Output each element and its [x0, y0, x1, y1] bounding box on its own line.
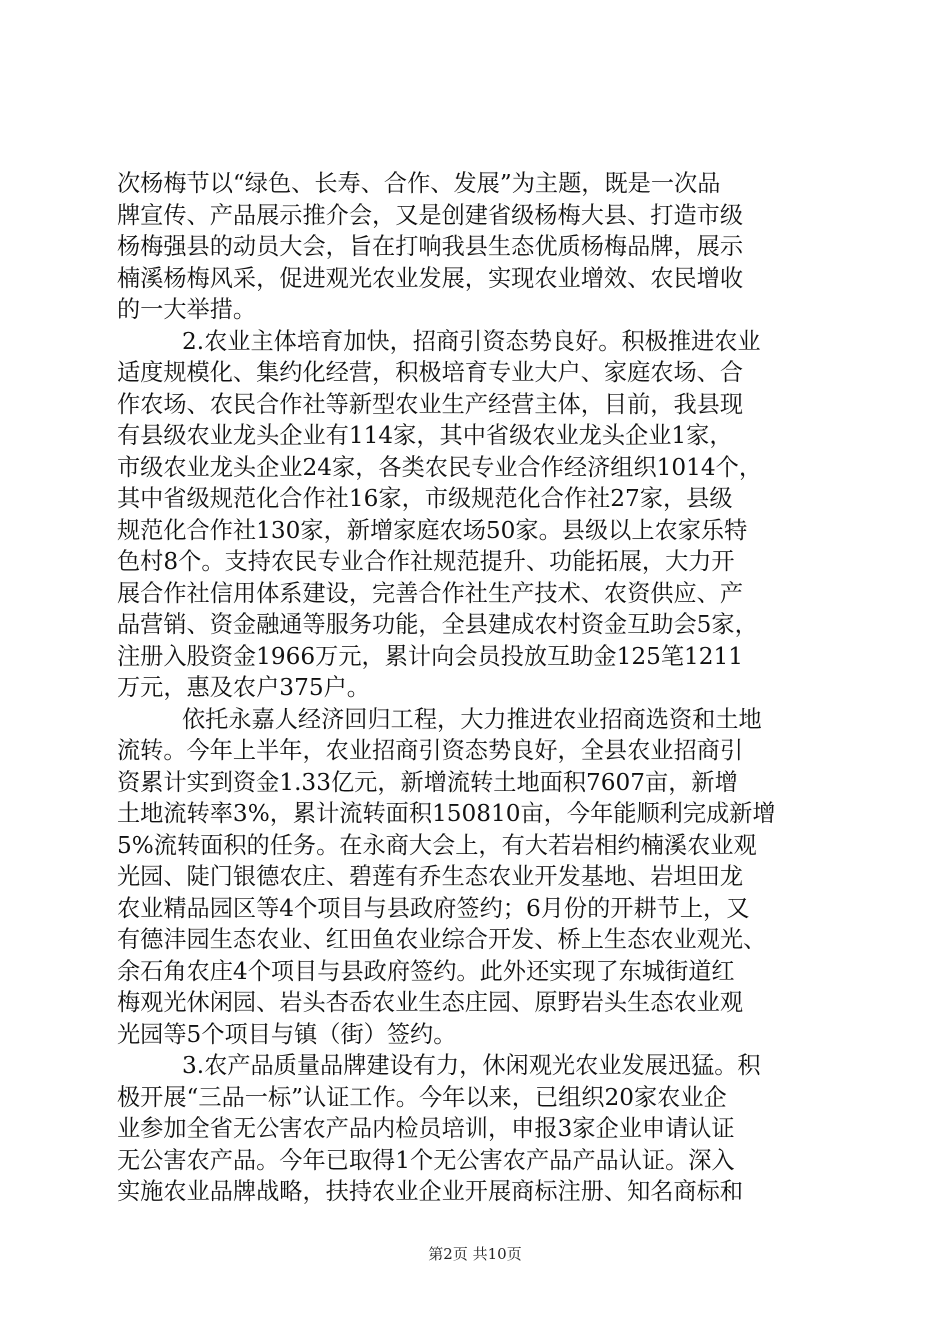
text-line: 流转。今年上半年，农业招商引资态势良好，全县农业招商引 [117, 737, 744, 764]
text-line: 光园等5个项目与镇（街）签约。 [117, 1020, 457, 1048]
text-line: 万元，惠及农户375户。 [117, 674, 370, 701]
text-line: 色村8个。支持农民专业合作社规范提升、功能拓展，大力开 [117, 548, 735, 575]
text-line: 无公害农产品。今年已取得1个无公害农产品产品认证。深入 [117, 1146, 735, 1174]
paragraph-heading-2: 2.农业主体培育加快，招商引资态势良好。积极推进农业 [182, 327, 761, 355]
body-text [117, 168, 837, 1208]
text-line: 注册入股资金1966万元，累计向会员投放互助金125笔1211 [117, 642, 744, 670]
paragraph-heading-3: 3.农产品质量品牌建设有力，休闲观光农业发展迅猛。积 [182, 1052, 761, 1079]
text-line: 资累计实到资金1.33亿元，新增流转土地面积7607亩，新增 [117, 768, 738, 796]
text-line: 业参加全省无公害农产品内检员培训，申报3家企业申请认证 [117, 1115, 735, 1142]
text-line: 作农场、农民合作社等新型农业生产经营主体，目前，我县现 [117, 390, 744, 418]
text-line: 其中省级规范化合作社16家，市级规范化合作社27家，县级 [117, 485, 733, 512]
page-number-footer: 第2页 共10页 [428, 1245, 522, 1263]
text-line: 次杨梅节以“绿色、长寿、合作、发展”为主题，既是一次品 [117, 170, 721, 197]
text-line: 的一大举措。 [117, 296, 257, 323]
text-line: 梅观光休闲园、岩头杏岙农业生态庄园、原野岩头生态农业观 [117, 989, 744, 1016]
text-line: 展合作社信用体系建设，完善合作社生产技术、农资供应、产 [117, 579, 744, 607]
text-line: 市级农业龙头企业24家，各类农民专业合作经济组织1014个， [117, 453, 763, 481]
text-line: 实施农业品牌战略，扶持农业企业开展商标注册、知名商标和 [117, 1178, 744, 1205]
text-line: 杨梅强县的动员大会，旨在打响我县生态优质杨梅品牌，展示 [117, 233, 744, 260]
text-line: 规范化合作社130家，新增家庭农场50家。县级以上农家乐特 [117, 516, 748, 544]
text-line: 适度规模化、集约化经营，积极培育专业大户、家庭农场、合 [117, 359, 744, 386]
text-line: 极开展“三品一标”认证工作。今年以来，已组织20家农业企 [117, 1083, 727, 1111]
text-line: 余石角农庄4个项目与县政府签约。此外还实现了东城街道红 [117, 957, 735, 985]
text-line: 5%流转面积的任务。在永商大会上，有大若岩相约楠溪农业观 [117, 831, 757, 859]
text-line: 品营销、资金融通等服务功能，全县建成农村资金互助会5家， [117, 611, 758, 638]
text-line: 光园、陡门银德农庄、碧莲有乔生态农业开发基地、岩坦田龙 [117, 863, 744, 890]
text-line: 楠溪杨梅风采，促进观光农业发展，实现农业增效、农民增收 [117, 264, 744, 292]
text-line: 牌宣传、产品展示推介会，又是创建省级杨梅大县、打造市级 [117, 201, 744, 229]
text-line: 农业精品园区等4个项目与县政府签约；6月份的开耕节上，又 [117, 894, 750, 922]
text-line: 土地流转率3%，累计流转面积150810亩，今年能顺利完成新增 [117, 800, 776, 827]
paragraph-start: 依托永嘉人经济回归工程，大力推进农业招商选资和土地 [182, 705, 762, 733]
text-line: 有德沣园生态农业、红田鱼农业综合开发、桥上生态农业观光、 [117, 926, 767, 953]
text-line: 有县级农业龙头企业有114家，其中省级农业龙头企业1家， [117, 422, 733, 449]
